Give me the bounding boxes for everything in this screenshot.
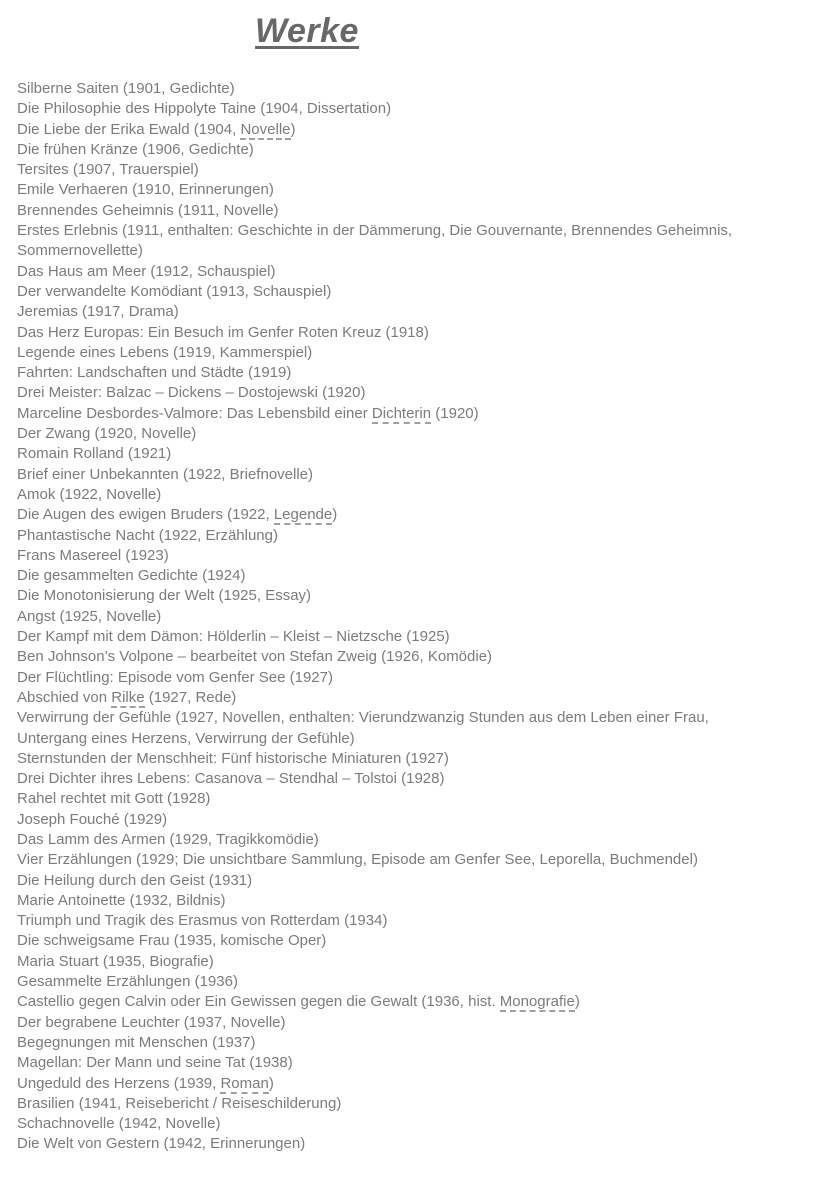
work-item <box>17 465 817 485</box>
work-item <box>17 201 817 221</box>
work-item <box>17 668 817 688</box>
spellcheck-underlined-word: Dichterin <box>371 404 432 422</box>
spellcheck-underlined-word: Monografie <box>499 993 575 1011</box>
work-line: Angst (1925, Novelle) <box>17 607 162 625</box>
work-item <box>17 1013 817 1033</box>
work-line: Brennendes Geheimnis (1911, Novelle) <box>17 201 279 219</box>
work-line: Silberne Saiten (1901, Gedichte) <box>17 80 235 97</box>
work-item <box>17 160 817 180</box>
work-line: Drei Meister: Balzac – Dickens – Dostojewski (1920) <box>17 384 366 402</box>
work-item <box>17 789 817 809</box>
work-item <box>17 1074 817 1094</box>
work-item <box>17 140 817 160</box>
work-item <box>17 444 817 464</box>
work-line: Brief einer Unbekannten (1922, Briefnovelle) <box>17 465 314 483</box>
work-item <box>17 79 817 99</box>
work-item <box>17 1053 817 1073</box>
work-item <box>17 688 817 708</box>
work-item <box>17 526 817 546</box>
work-line: Der Flüchtling: Episode vom Genfer See (1927) <box>17 668 333 686</box>
work-item <box>17 607 817 627</box>
work-item <box>17 972 817 992</box>
work-item <box>17 343 817 363</box>
work-item <box>17 546 817 566</box>
work-line: Schachnovelle (1942, Novelle) <box>17 1115 221 1133</box>
work-line: Die Liebe der Erika Ewald (1904, Novelle) <box>17 120 296 138</box>
work-item <box>17 1094 817 1114</box>
page-title: Werke <box>255 12 359 50</box>
work-item <box>17 749 817 769</box>
work-line: Ben Johnson’s Volpone – bearbeitet von Stefan Zweig (1926, Komödie) <box>17 648 493 666</box>
work-item <box>17 262 817 282</box>
work-item <box>17 1033 817 1053</box>
work-item <box>17 647 817 667</box>
work-line: Phantastische Nacht (1922, Erzählung) <box>17 526 278 544</box>
work-line: Brasilien (1941, Reisebericht / Reiseschilderung) <box>17 1094 342 1112</box>
work-item <box>17 383 817 403</box>
work-item <box>17 404 817 424</box>
work-line: Jeremias (1917, Drama) <box>17 303 179 321</box>
work-line: Die Philosophie des Hippolyte Taine (1904, Dissertation) <box>17 100 392 118</box>
work-line: Der Zwang (1920, Novelle) <box>17 425 197 443</box>
work-line: Verwirrung der Gefühle (1927, Novellen, enthalten: Vierundzwanzig Stunden aus dem Leben einer Frau, <box>17 709 709 727</box>
work-item <box>17 586 817 606</box>
work-line: Sternstunden der Menschheit: Fünf historische Miniaturen (1927) <box>17 749 449 767</box>
work-line: Triumph und Tragik des Erasmus von Rotterdam (1934) <box>17 912 388 930</box>
work-item <box>17 424 817 444</box>
work-item <box>17 952 817 972</box>
work-item <box>17 1114 817 1134</box>
work-line: Die Welt von Gestern (1942, Erinnerungen) <box>17 1135 306 1153</box>
work-line: Drei Dichter ihres Lebens: Casanova – Stendhal – Tolstoi (1928) <box>17 770 445 788</box>
work-line: Erstes Erlebnis (1911, enthalten: Geschichte in der Dämmerung, Die Gouvernante, Brennendes Geheimnis, <box>17 222 733 240</box>
work-item <box>17 505 817 525</box>
work-line: Vier Erzählungen (1929; Die unsichtbare Sammlung, Episode am Genfer See, Leporella, Buchmendel) <box>17 851 698 869</box>
work-line: Romain Rolland (1921) <box>17 445 172 463</box>
work-line: Begegnungen mit Menschen (1937) <box>17 1033 256 1051</box>
works-list <box>17 79 817 1155</box>
work-line: Marceline Desbordes-Valmore: Das Lebensbild einer Dichterin (1920) <box>17 404 479 422</box>
work-line: Der Kampf mit dem Dämon: Hölderlin – Kleist – Nietzsche (1925) <box>17 628 450 646</box>
work-line: Der begrabene Leuchter (1937, Novelle) <box>17 1013 286 1031</box>
work-line: Marie Antoinette (1932, Bildnis) <box>17 891 226 909</box>
work-line: Die Monotonisierung der Welt (1925, Essay) <box>17 587 312 605</box>
work-item <box>17 221 817 262</box>
work-line: Sommernovellette) <box>17 242 143 260</box>
work-line: Die Heilung durch den Geist (1931) <box>17 871 253 889</box>
work-item <box>17 769 817 789</box>
work-line: Gesammelte Erzählungen (1936) <box>17 973 238 991</box>
spellcheck-underlined-word: Rilke <box>111 688 145 706</box>
work-line: Fahrten: Landschaften und Städte (1919) <box>17 364 292 382</box>
work-item <box>17 830 817 850</box>
work-item <box>17 180 817 200</box>
work-item <box>17 120 817 140</box>
work-line: Ungeduld des Herzens (1939, Roman) <box>17 1074 274 1092</box>
work-item <box>17 302 817 322</box>
work-line: Emile Verhaeren (1910, Erinnerungen) <box>17 181 274 199</box>
document-page <box>0 12 828 1183</box>
spellcheck-underlined-word: Novelle <box>240 120 291 138</box>
work-line: Untergang eines Herzens, Verwirrung der Gefühle) <box>17 729 355 747</box>
work-line: Die gesammelten Gedichte (1924) <box>17 567 246 585</box>
work-item <box>17 810 817 830</box>
work-item <box>17 992 817 1012</box>
work-item <box>17 891 817 911</box>
work-line: Joseph Fouché (1929) <box>17 810 168 828</box>
spellcheck-underlined-word: Roman <box>220 1074 269 1092</box>
work-line: Legende eines Lebens (1919, Kammerspiel) <box>17 343 313 361</box>
title-container <box>0 12 614 51</box>
spellcheck-underlined-word: Legende <box>273 506 333 524</box>
work-item <box>17 323 817 343</box>
work-item <box>17 708 817 749</box>
work-item <box>17 1134 817 1154</box>
work-item <box>17 931 817 951</box>
work-line: Magellan: Der Mann und seine Tat (1938) <box>17 1054 293 1072</box>
work-item <box>17 871 817 891</box>
work-line: Abschied von Rilke (1927, Rede) <box>17 688 237 706</box>
work-item <box>17 99 817 119</box>
work-line: Rahel rechtet mit Gott (1928) <box>17 790 211 808</box>
work-line: Castellio gegen Calvin oder Ein Gewissen gegen die Gewalt (1936, hist. Monografie) <box>17 993 580 1011</box>
work-line: Amok (1922, Novelle) <box>17 485 162 503</box>
work-line: Die Augen des ewigen Bruders (1922, Legende) <box>17 506 338 524</box>
work-item <box>17 282 817 302</box>
work-line: Die frühen Kränze (1906, Gedichte) <box>17 140 254 158</box>
work-line: Tersites (1907, Trauerspiel) <box>17 161 199 179</box>
work-line: Frans Masereel (1923) <box>17 546 169 564</box>
work-line: Das Herz Europas: Ein Besuch im Genfer Roten Kreuz (1918) <box>17 323 429 341</box>
work-line: Der verwandelte Komödiant (1913, Schauspiel) <box>17 282 332 300</box>
work-line: Das Haus am Meer (1912, Schauspiel) <box>17 262 276 280</box>
work-item <box>17 627 817 647</box>
work-item <box>17 911 817 931</box>
work-item <box>17 485 817 505</box>
work-line: Die schweigsame Frau (1935, komische Oper) <box>17 932 327 950</box>
work-item <box>17 850 817 870</box>
work-line: Maria Stuart (1935, Biografie) <box>17 952 214 970</box>
work-item <box>17 566 817 586</box>
work-item <box>17 363 817 383</box>
work-line: Das Lamm des Armen (1929, Tragikkomödie) <box>17 830 319 848</box>
